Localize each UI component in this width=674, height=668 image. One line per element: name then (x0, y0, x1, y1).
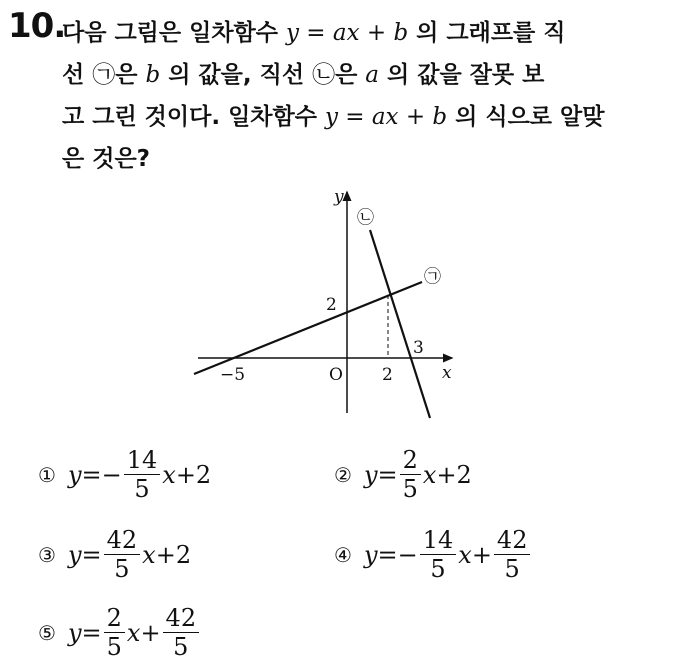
stem-text: 선 (62, 62, 93, 88)
choice-3[interactable] (38, 526, 191, 583)
coefficient-fraction (420, 526, 457, 583)
stem-var-b: b (145, 62, 161, 88)
stem-equation: y = ax + b (285, 20, 409, 46)
line-2-label: ㉡ (357, 208, 374, 228)
fraction-numerator: 42 (104, 526, 141, 555)
stem-line-3 (62, 96, 662, 138)
choice-plus: + (471, 540, 492, 569)
constant-fraction (494, 526, 531, 583)
fraction-denominator: 5 (173, 633, 189, 661)
stem-text: 은 (335, 62, 366, 88)
stem-equation: y = ax + b (324, 104, 448, 130)
x-3-label: 3 (413, 338, 424, 358)
choice-lhs: y (67, 618, 82, 647)
fraction-denominator: 5 (430, 555, 446, 583)
y-intercept-2-label: 2 (326, 295, 337, 315)
choice-number: ② (334, 462, 352, 487)
stem-text: 의 그래프를 직 (408, 20, 566, 46)
choice-x: x (126, 618, 141, 647)
choice-x: x (142, 540, 156, 569)
stem-text: 은 것은? (62, 146, 151, 172)
choice-sign: − (397, 540, 418, 569)
choice-constant: +2 (175, 460, 212, 489)
fraction-denominator: 5 (134, 475, 150, 503)
line-2-marker: ㉡ (312, 62, 336, 88)
stem-line-4 (62, 138, 662, 180)
fraction-numerator: 42 (163, 604, 200, 633)
coefficient-fraction (124, 446, 161, 503)
choice-lhs: y (67, 540, 82, 569)
stem-text: 은 (115, 62, 146, 88)
choice-x: x (162, 460, 176, 489)
stem-text: 고 그린 것이다. 일차함수 (62, 104, 325, 130)
question-stem (62, 12, 662, 180)
fraction-numerator: 42 (494, 526, 531, 555)
stem-text: 의 값을 잘못 보 (379, 62, 545, 88)
choice-number: ④ (334, 542, 352, 567)
stem-text: 의 식으로 알맞 (447, 104, 605, 130)
stem-line-2 (62, 54, 662, 96)
question-number: 10. (8, 6, 66, 46)
constant-fraction (163, 604, 200, 661)
choice-x: x (422, 460, 437, 489)
stem-text: 의 값을, 직선 (160, 62, 313, 88)
y-axis-label: y (334, 187, 344, 207)
fraction-numerator: 2 (104, 604, 125, 633)
choice-lhs: y (363, 460, 378, 489)
choice-number: ① (38, 462, 56, 487)
choice-sign: − (101, 460, 122, 489)
choice-x: x (458, 540, 472, 569)
fraction-numerator: 14 (124, 446, 161, 475)
x-intercept-neg5-label: −5 (220, 365, 246, 385)
fraction-denominator: 5 (106, 633, 122, 661)
choice-lhs: y (363, 540, 378, 569)
choice-eq: = (81, 460, 102, 489)
choice-5[interactable] (38, 604, 201, 661)
coordinate-graph (180, 178, 470, 423)
choice-number: ③ (38, 542, 56, 567)
stem-text: 다음 그림은 일차함수 (62, 20, 286, 46)
x-2-label: 2 (382, 365, 393, 385)
choice-1[interactable] (38, 446, 211, 503)
fraction-numerator: 2 (400, 446, 421, 475)
choice-eq: = (81, 540, 102, 569)
choice-lhs: y (67, 460, 82, 489)
stem-var-a: a (365, 62, 380, 88)
choice-eq: = (377, 460, 398, 489)
choice-plus: + (140, 618, 161, 647)
origin-label: O (329, 365, 343, 385)
line-1-marker: ㉠ (92, 62, 116, 88)
fraction-denominator: 5 (504, 555, 520, 583)
coefficient-fraction (400, 446, 421, 503)
x-axis-label: x (442, 363, 452, 383)
choice-4[interactable] (334, 526, 532, 583)
coefficient-fraction (104, 604, 125, 661)
fraction-denominator: 5 (114, 555, 130, 583)
stem-line-1 (62, 12, 662, 54)
line-1-label: ㉠ (424, 267, 441, 287)
choice-eq: = (377, 540, 398, 569)
choice-constant: +2 (436, 460, 472, 489)
line-2 (370, 230, 430, 418)
choice-eq: = (81, 618, 102, 647)
coefficient-fraction (104, 526, 141, 583)
choice-number: ⑤ (38, 620, 56, 645)
choice-constant: +2 (155, 540, 192, 569)
choice-2[interactable] (334, 446, 472, 503)
fraction-denominator: 5 (402, 475, 418, 503)
fraction-numerator: 14 (420, 526, 457, 555)
